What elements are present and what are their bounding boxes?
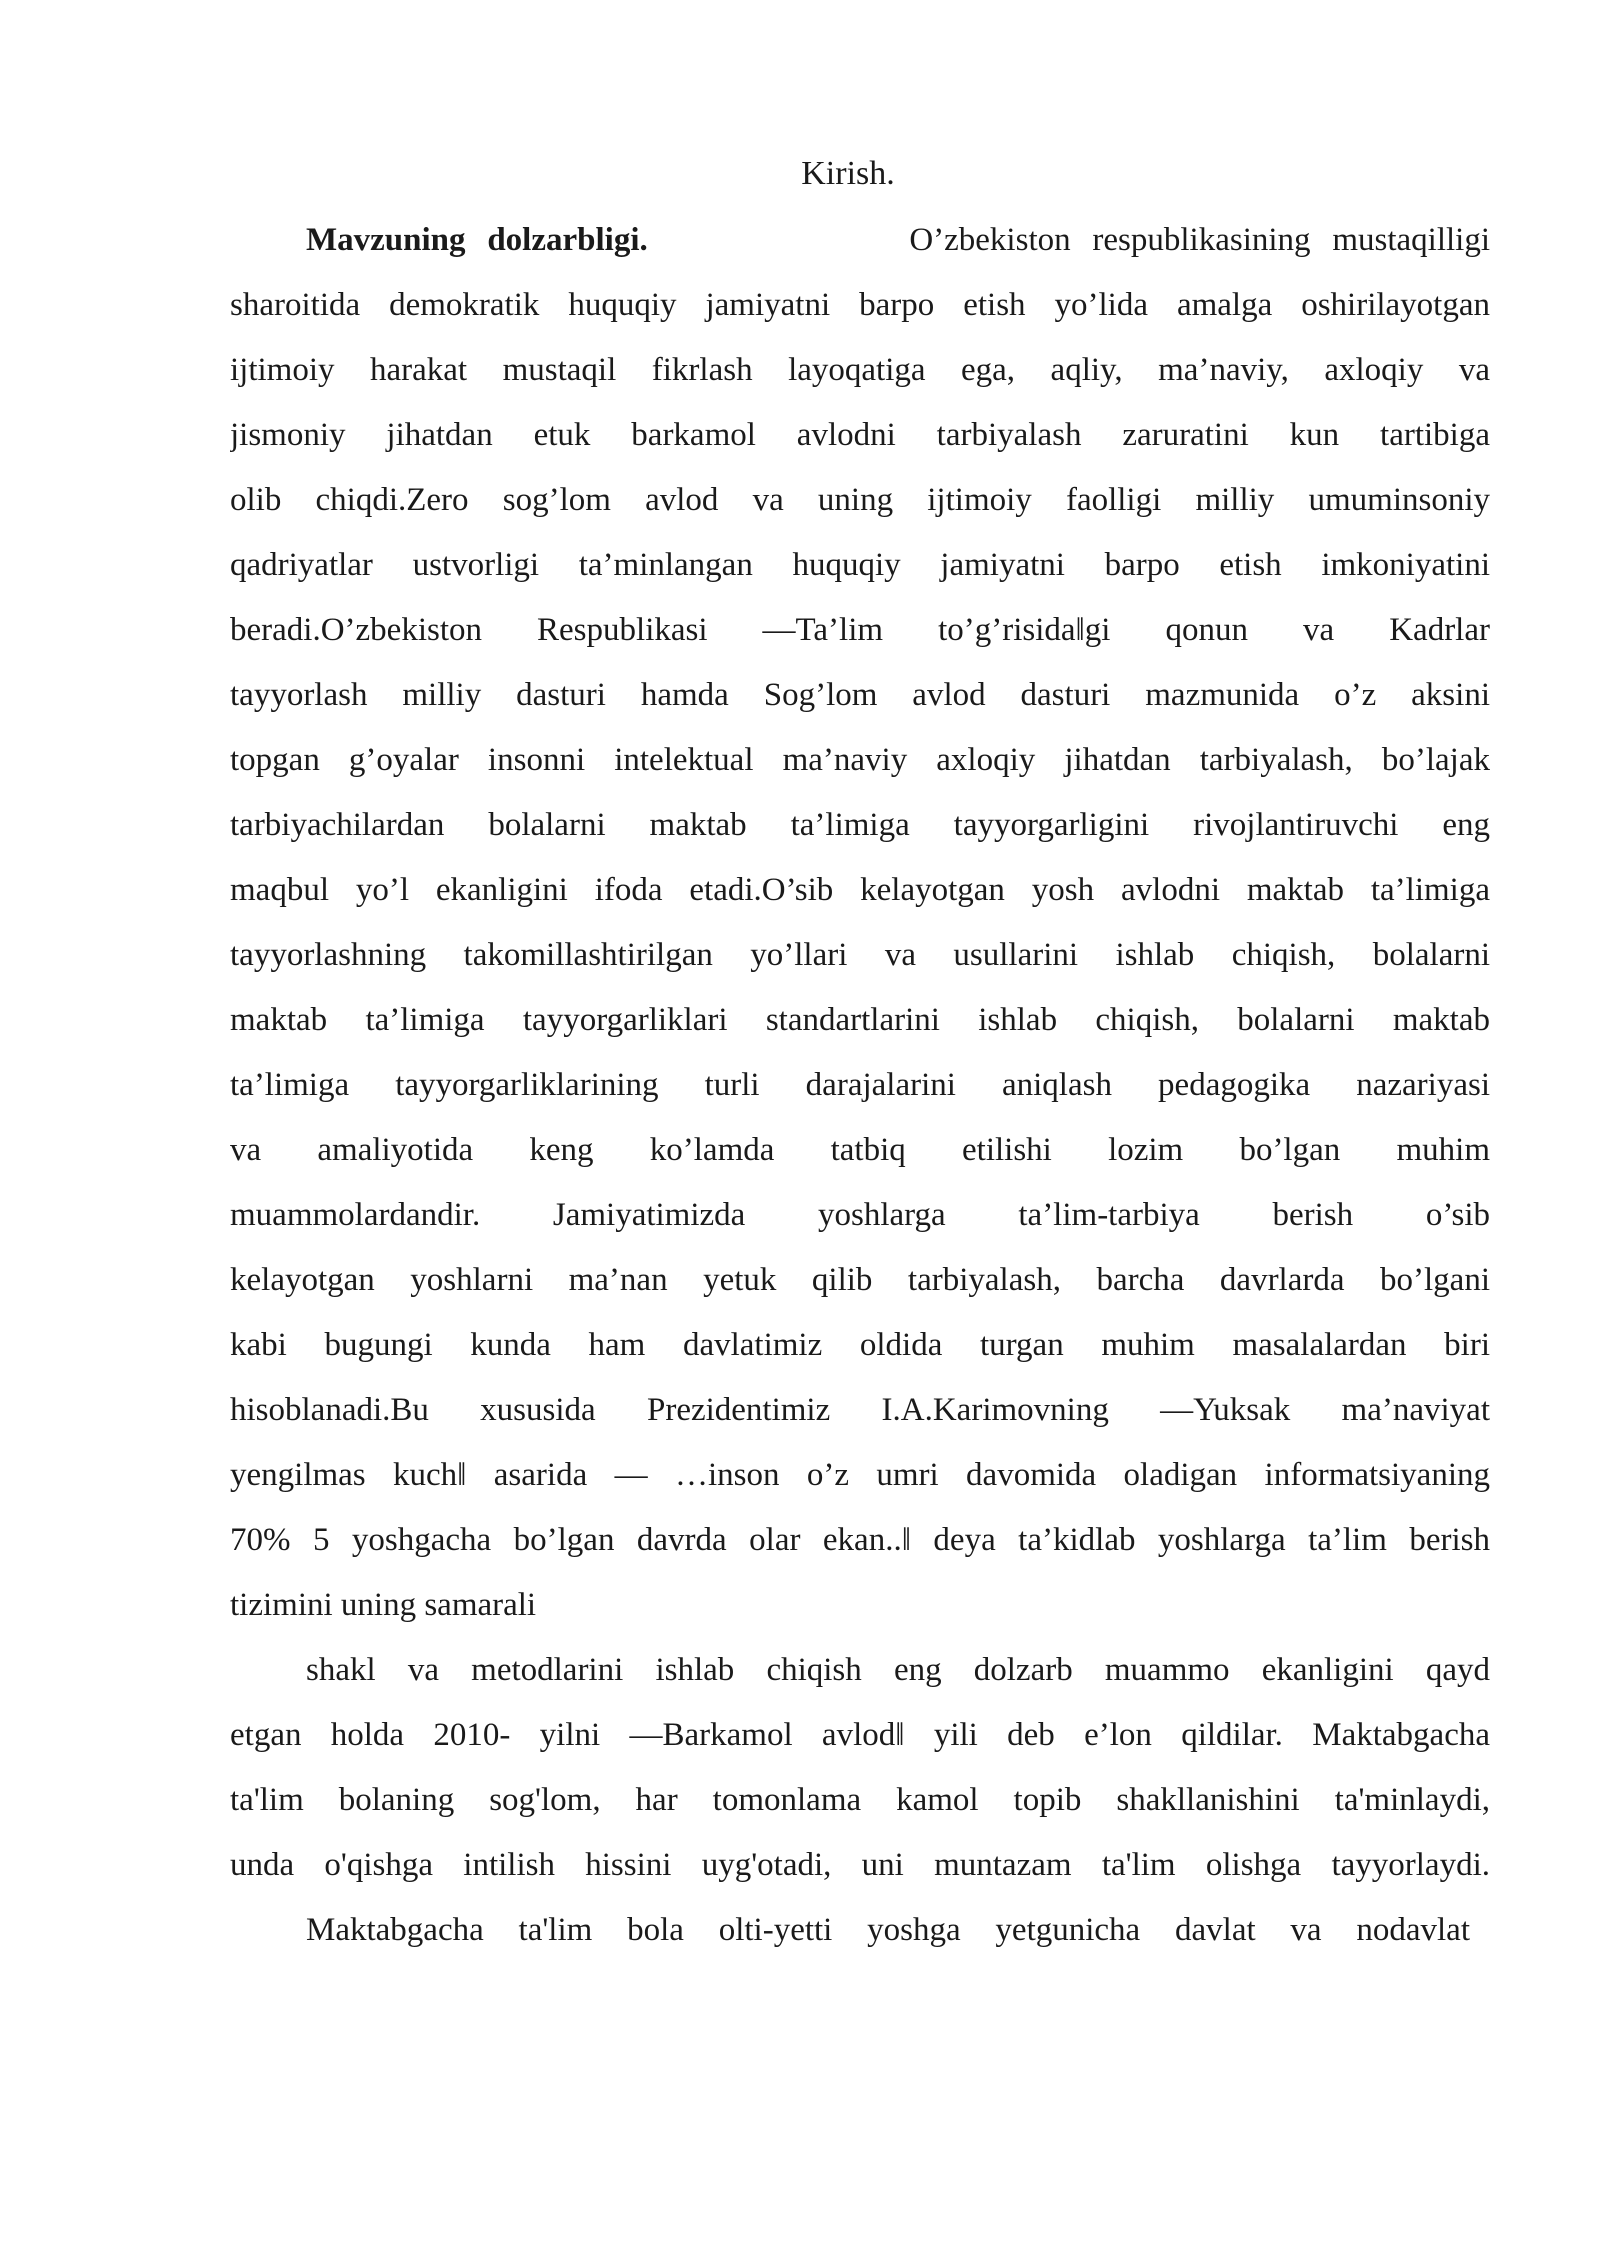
paragraph-line: kelayotgan yoshlarni ma’nan yetuk qilib tarbiyalash, barcha davrlarda bo’lgani — [230, 1262, 1490, 1298]
paragraph-line: olib chiqdi.Zero sog’lom avlod va uning ijtimoiy faolligi milliy umuminsoniy — [230, 482, 1490, 518]
paragraph-line: etgan holda 2010- yilni ―Barkamol avlod‖ yili deb e’lon qildilar. Maktabgacha — [230, 1717, 1490, 1753]
paragraph-line: tizimini uning samarali — [230, 1587, 537, 1623]
paragraph-line: va amaliyotida keng ko’lamda tatbiq etilishi lozim bo’lgan muhim — [230, 1132, 1490, 1168]
paragraph-line: hisoblanadi.Bu xususida Prezidentimiz I.A.Karimovning ―Yuksak ma’naviyat — [230, 1392, 1490, 1428]
paragraph-line: maqbul yo’l ekanligini ifoda etadi.O’sib kelayotgan yosh avlodni maktab ta’limiga — [230, 872, 1490, 908]
paragraph-line: sharoitida demokratik huquqiy jamiyatni barpo etish yo’lida amalga oshirilayotgan — [230, 287, 1490, 323]
paragraph-line: unda o'qishga intilish hissini uyg'otadi, uni muntazam ta'lim olishga tayyorlaydi. — [230, 1847, 1490, 1883]
paragraph-line: kabi bugungi kunda ham davlatimiz oldida turgan muhim masalalardan biri — [230, 1327, 1490, 1363]
paragraph-line: qadriyatlar ustvorligi ta’minlangan huquqiy jamiyatni barpo etish imkoniyatini — [230, 547, 1490, 583]
paragraph-line: Maktabgacha ta'lim bola olti-yetti yoshga yetgunicha davlat va nodavlat — [306, 1912, 1470, 1948]
paragraph-line: ijtimoiy harakat mustaqil fikrlash layoqatiga ega, aqliy, ma’naviy, axloqiy va — [230, 352, 1490, 388]
paragraph-line: 70% 5 yoshgacha bo’lgan davrda olar ekan..‖ deya ta’kidlab yoshlarga ta’lim berish — [230, 1522, 1490, 1558]
section-heading: Mavzuning dolzarbligi. — [306, 222, 648, 258]
paragraph-line: maktab ta’limiga tayyorgarliklari standartlarini ishlab chiqish, bolalarni maktab — [230, 1002, 1490, 1038]
paragraph-line — [306, 214, 1490, 266]
paragraph-line: muammolardandir. Jamiyatimizda yoshlarga ta’lim-tarbiya berish o’sib — [230, 1197, 1490, 1233]
paragraph-line: shakl va metodlarini ishlab chiqish eng dolzarb muammo ekanligini qayd — [306, 1652, 1490, 1688]
paragraph-line: yengilmas kuch‖ asarida ― …inson o’z umri davomida oladigan informatsiyaning — [230, 1457, 1490, 1493]
paragraph-line: tayyorlashning takomillashtirilgan yo’llari va usullarini ishlab chiqish, bolalarni — [230, 937, 1490, 973]
paragraph-line: ta'lim bolaning sog'lom, har tomonlama kamol topib shakllanishini ta'minlaydi, — [230, 1782, 1490, 1818]
paragraph-line: beradi.O’zbekiston Respublikasi ―Ta’lim to’g’risida‖gi qonun va Kadrlar — [230, 612, 1490, 648]
paragraph-line: ta’limiga tayyorgarliklarining turli darajalarini aniqlash pedagogika nazariyasi — [230, 1067, 1490, 1103]
paragraph-line: jismoniy jihatdan etuk barkamol avlodni tarbiyalash zaruratini kun tartibiga — [230, 417, 1490, 453]
paragraph-line: tarbiyachilardan bolalarni maktab ta’limiga tayyorgarligini rivojlantiruvchi eng — [230, 807, 1490, 843]
paragraph-line: topgan g’oyalar insonni intelektual ma’naviy axloqiy jihatdan tarbiyalash, bo’lajak — [230, 742, 1490, 778]
paragraph-line: tayyorlash milliy dasturi hamda Sog’lom avlod dasturi mazmunida o’z aksini — [230, 677, 1490, 713]
paragraph-text: O’zbekiston respublikasining mustaqilligi — [909, 222, 1490, 258]
page-title: Kirish. — [801, 155, 895, 192]
